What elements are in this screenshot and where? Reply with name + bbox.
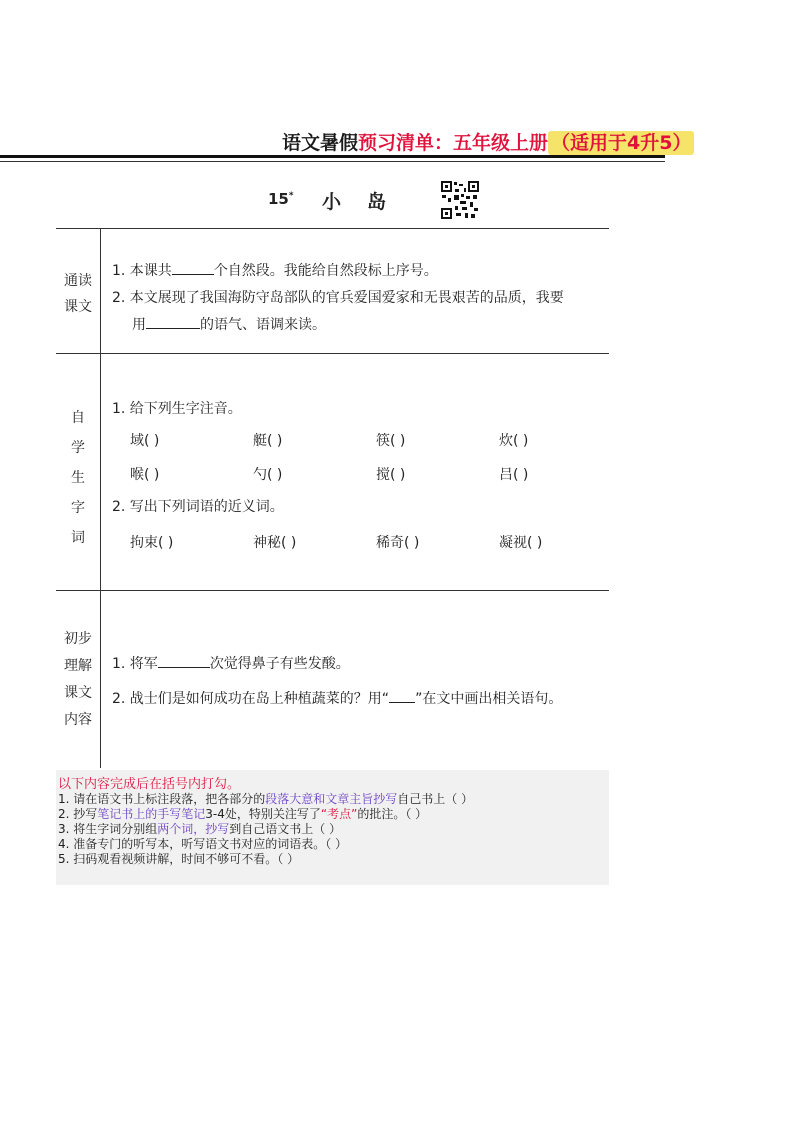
section-understand-label	[56, 626, 100, 734]
section-read-label	[56, 268, 100, 320]
checklist-highlight: 笔记书上的手写笔记	[97, 807, 206, 821]
underline-mark	[389, 688, 415, 703]
read-item-2: 2. 本文展现了我国海防守岛部队的官兵爱国爱家和无畏艰苦的品质，我要	[112, 290, 564, 306]
header-rule-thin	[0, 161, 665, 162]
table-label-divider	[100, 228, 101, 768]
checklist-text: 的批注。（ ）	[357, 807, 428, 821]
section-self-study-label	[56, 403, 100, 553]
pinyin-item[interactable]: 域( )	[130, 433, 160, 449]
table-top-border	[56, 228, 609, 229]
section-self-study-char: 自	[71, 410, 85, 426]
read-item-1	[112, 260, 438, 280]
synonym-item[interactable]: 拘束( )	[130, 535, 174, 551]
understand-item-1-text: 1. 将军	[112, 656, 158, 672]
checklist-highlight: “考点”	[320, 807, 358, 821]
tone-blank[interactable]	[146, 314, 200, 329]
section-self-study-char: 字	[71, 500, 85, 516]
pinyin-item[interactable]: 搅( )	[376, 467, 406, 483]
read-item-2-cont	[132, 314, 326, 334]
section-self-study-char: 词	[71, 530, 85, 546]
header-rule-thick	[0, 155, 665, 158]
pinyin-item[interactable]: 艇( )	[253, 433, 283, 449]
checklist-highlight: 段落大意和文章主旨抄写	[265, 792, 398, 806]
checklist-item-5[interactable]: 5. 扫码观看视频讲解，时间不够可不看。（ ）	[58, 852, 300, 866]
understand-item-2-text: ”在文中画出相关语句。	[415, 691, 563, 707]
header-badge: （适用于4升5）	[548, 131, 694, 155]
section-understand-label-line: 课文	[64, 685, 92, 701]
synonym-item[interactable]: 稀奇( )	[376, 535, 420, 551]
lesson-number	[268, 190, 294, 208]
checklist-text: 2. 抄写	[58, 807, 98, 821]
checklist-text: 到自己语文书上（ ）	[229, 822, 342, 836]
read-item-1-text: 个自然段。我能给自然段标上序号。	[213, 263, 438, 279]
checklist-text: 自己书上（ ）	[397, 792, 474, 806]
lesson-star: *	[288, 191, 294, 201]
section-understand-label-line: 初步	[64, 631, 92, 647]
pinyin-item[interactable]: 筷( )	[376, 433, 406, 449]
checklist-text: 1. 请在语文书上标注段落，把各部分的	[58, 792, 266, 806]
checklist-box	[56, 770, 609, 885]
table-row-divider	[56, 590, 609, 591]
worksheet-table	[56, 228, 609, 768]
count-blank[interactable]	[158, 653, 210, 668]
checklist-text: 3-4处，特别关注写了	[205, 807, 321, 821]
understand-item-2-text: 2. 战士们是如何成功在岛上种植蔬菜的？用“	[112, 691, 390, 707]
section-self-study-char: 生	[71, 470, 85, 486]
header-part2: 预习清单：五年级上册	[358, 132, 549, 154]
understand-item-2	[112, 688, 562, 708]
self-study-q1: 1. 给下列生字注音。	[112, 401, 242, 417]
section-read-label-line: 通读	[64, 273, 92, 289]
checklist-item-4[interactable]: 4. 准备专门的听写本，听写语文书对应的词语表。（ ）	[58, 837, 348, 851]
section-understand-label-line: 内容	[64, 712, 92, 728]
pinyin-item[interactable]: 喉( )	[130, 467, 160, 483]
pinyin-item[interactable]: 吕( )	[499, 467, 529, 483]
synonym-item[interactable]: 凝视( )	[499, 535, 543, 551]
synonym-item[interactable]: 神秘( )	[253, 535, 297, 551]
section-self-study-char: 学	[71, 440, 85, 456]
paragraph-count-blank[interactable]	[172, 260, 214, 275]
header-title	[282, 128, 692, 158]
pinyin-item[interactable]: 炊( )	[499, 433, 529, 449]
qr-code-icon[interactable]	[440, 180, 480, 220]
understand-item-1-text: 次觉得鼻子有些发酸。	[209, 656, 350, 672]
self-study-q2: 2. 写出下列词语的近义词。	[112, 499, 284, 515]
read-item-2-text: 用	[132, 317, 146, 333]
checklist-highlight: 两个词，抄写	[157, 822, 230, 836]
lesson-number-value: 15	[268, 190, 289, 208]
understand-item-1	[112, 653, 350, 673]
header-part1: 语文暑假	[282, 132, 359, 154]
table-row-divider	[56, 353, 609, 354]
read-item-2-text: 的语气、语调来读。	[200, 317, 326, 333]
pinyin-item[interactable]: 勺( )	[253, 467, 283, 483]
lesson-title: 小岛	[322, 191, 413, 213]
read-item-1-text: 1. 本课共	[112, 263, 172, 279]
section-read-label-line: 课文	[64, 299, 92, 315]
section-understand-label-line: 理解	[64, 658, 92, 674]
checklist-title: 以下内容完成后在括号内打勾。	[58, 777, 241, 792]
checklist-text: 3. 将生字词分别组	[58, 822, 158, 836]
